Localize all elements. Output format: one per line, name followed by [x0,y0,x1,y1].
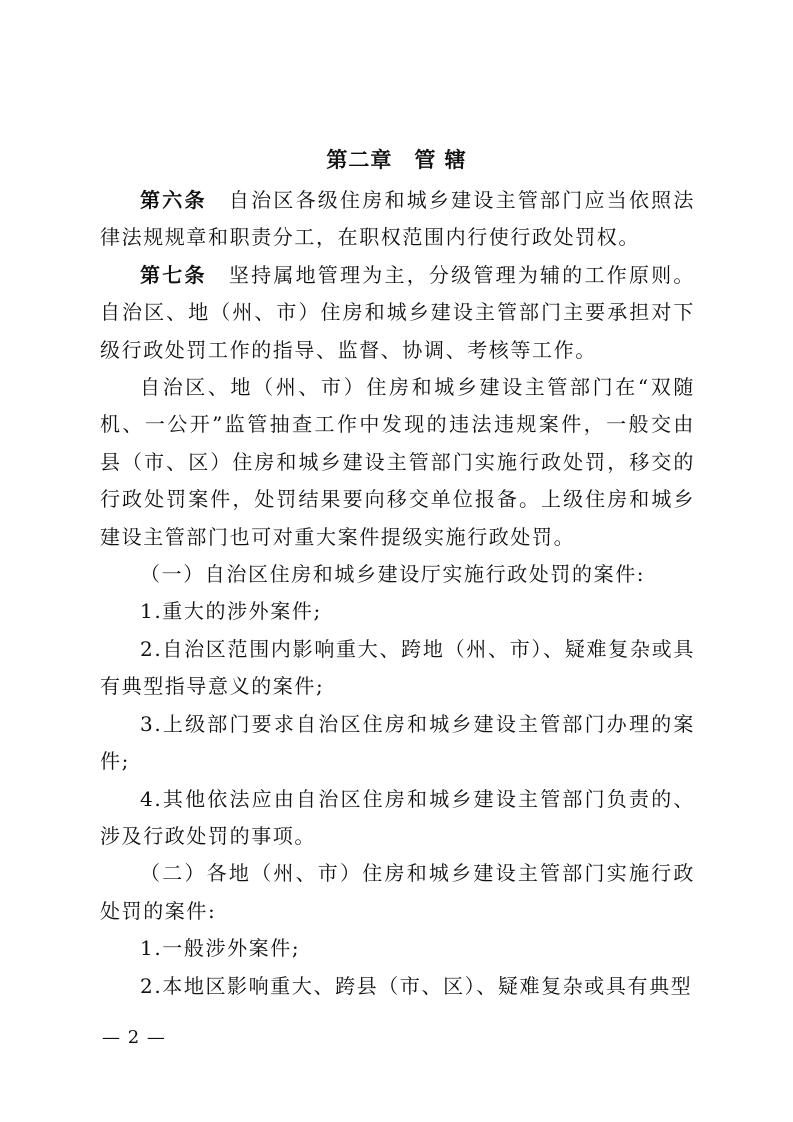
body-paragraph-inspection: 自治区、地（州、市）住房和城乡建设主管部门在“双随机、一公开”监管抽查工作中发现的违法违规案件，一般交由县（市、区）住房和城乡建设主管部门实施行政处罚，移交的行政处罚案件，处罚结果要向移交单位报备。上级住房和城乡建设主管部门也可对重大案件提级实施行政处罚。 [100,375,695,549]
article-6-paragraph [100,182,695,257]
list-item-1-4: 4.其他依法应由自治区住房和城乡建设主管部门负责的、涉及行政处罚的事项。 [100,786,695,848]
section-heading-1: （一）自治区住房和城乡建设厅实施行政处罚的案件: [140,562,646,587]
article-6-text: 自治区各级住房和城乡建设主管部门应当依照法律法规规章和职责分工，在职权范围内行使行政处罚权。 [100,188,695,250]
article-7-text: 坚持属地管理为主，分级管理为辅的工作原则。自治区、地（州、市）住房和城乡建设主管部门主要承担对下级行政处罚工作的指导、监督、协调、考核等工作。 [100,262,695,362]
document-body [100,182,695,1005]
list-item-2-1: 1.一般涉外案件; [140,936,301,961]
chapter-title: 第二章 管 辖 [326,148,467,172]
list-item-2-2: 2.本地区影响重大、跨县（市、区）、疑难复杂或具有典型 [140,973,693,998]
list-item-1-1: 1.重大的涉外案件; [140,599,322,624]
section-heading-2: （二）各地（州、市）住房和城乡建设主管部门实施行政处罚的案件: [100,861,695,923]
article-6-label: 第六条 [140,188,229,212]
page-number: — 2 — [102,1027,166,1048]
article-7-paragraph [100,257,695,369]
list-item-1-3: 3.上级部门要求自治区住房和城乡建设主管部门办理的案件; [100,711,695,774]
article-7-label: 第七条 [140,262,229,287]
list-item-1-2: 2.自治区范围内影响重大、跨地（州、市）、疑难复杂或具有典型指导意义的案件; [100,636,695,699]
